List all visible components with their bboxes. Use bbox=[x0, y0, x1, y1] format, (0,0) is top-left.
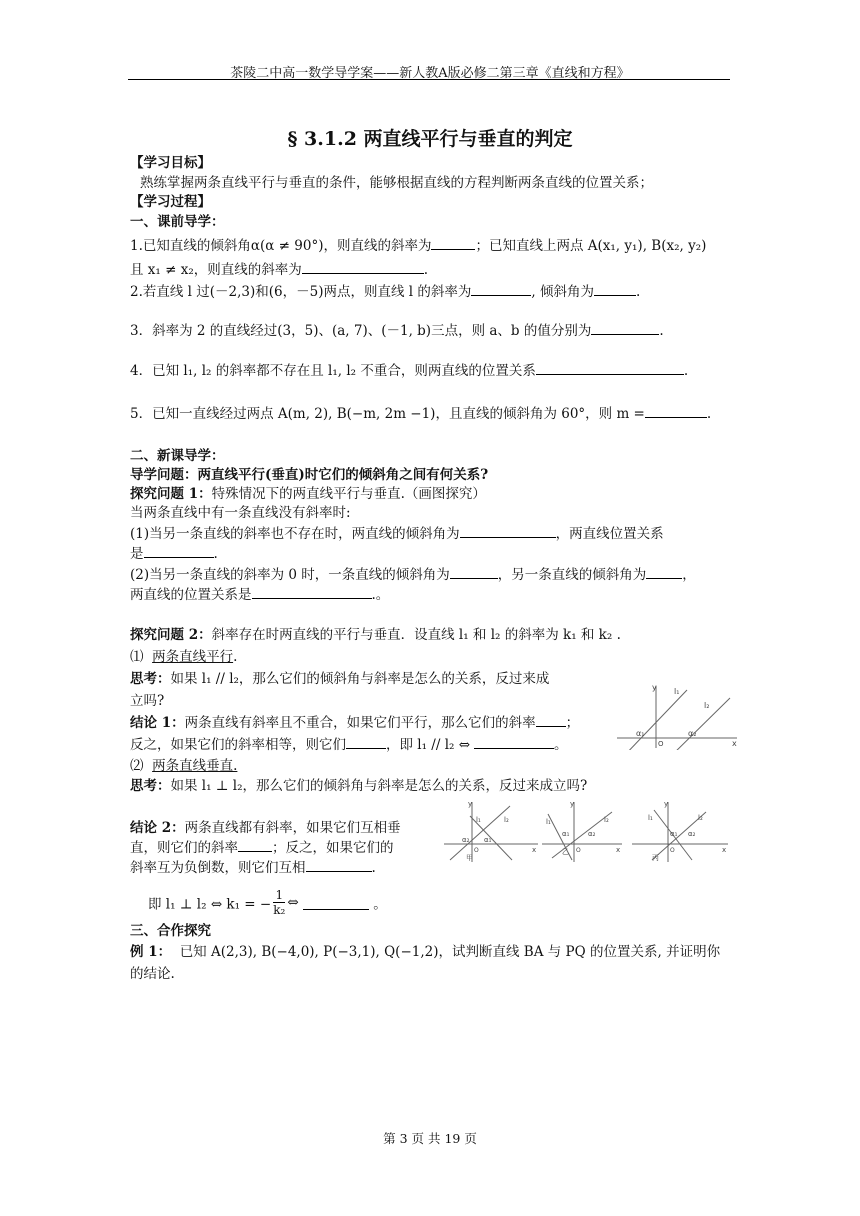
case-2-line2 bbox=[130, 583, 389, 603]
conclusion-2-part-a: 两条直线都有斜率，如果它们互相垂 bbox=[184, 820, 401, 836]
conclusion-2-part-e: . bbox=[371, 860, 376, 876]
process-heading: 【学习过程】 bbox=[130, 194, 211, 210]
question-2 bbox=[130, 280, 640, 300]
fraction-1-over-k2 bbox=[273, 888, 285, 917]
q4-part-a: 4．已知 l₁, l₂ 的斜率都不存在且 l₁, l₂ 不重合，则两直线的位置关系 bbox=[130, 363, 536, 379]
section3-heading: 三、合作探究 bbox=[130, 923, 211, 939]
equiv-arrow: ⇔ bbox=[287, 894, 299, 911]
example-1-label: 例 1： bbox=[130, 944, 172, 960]
figc-caption: 丙 bbox=[652, 854, 659, 862]
case-2-line1 bbox=[130, 563, 696, 583]
q5-part-a: 5．已知一直线经过两点 A(m, 2), B(−m, 2m −1)，且直线的倾斜角为 60°，则 m = bbox=[130, 406, 645, 422]
q3-part-a: 3．斜率为 2 的直线经过(3，5)、(a, 7)、(－1, b)三点，则 a、b 的值分别为 bbox=[130, 323, 592, 339]
example-1-text: 已知 A(2,3), B(−4,0), P(−3,1), Q(−1,2)，试判断直线 BA 与 PQ 的位置关系, 并证明你 bbox=[179, 944, 721, 960]
conclusion-2-label: 结论 2： bbox=[130, 820, 185, 836]
think-1-line2: 立吗? bbox=[130, 693, 165, 709]
conclusion-1-blank-equiv[interactable] bbox=[474, 735, 554, 749]
q4-blank[interactable] bbox=[536, 361, 684, 375]
conclusion-2-part-b: 直，则它们的斜率 bbox=[130, 840, 238, 856]
figb-caption: 乙 bbox=[562, 848, 569, 856]
think-2 bbox=[130, 774, 587, 794]
part-2-title: 两条直线垂直. bbox=[152, 758, 238, 774]
part-1-dot: . bbox=[233, 649, 238, 665]
conclusion-2-line3 bbox=[130, 856, 376, 876]
figa-caption: 甲 bbox=[466, 854, 473, 862]
figa-origin-label: O bbox=[474, 847, 479, 854]
think-2-text: 如果 l₁ ⊥ l₂，那么它们的倾斜角与斜率是怎么的关系，反过来成立吗? bbox=[170, 778, 588, 794]
perpendicular-figure-b bbox=[538, 798, 626, 864]
fig1-alpha1-label: α₁ bbox=[636, 729, 645, 738]
q1-part-c: 且 x₁ ≠ x₂，则直线的斜率为 bbox=[130, 262, 302, 278]
conclusion-2-blank-slope[interactable] bbox=[238, 838, 272, 852]
part-1-number: ⑴ bbox=[130, 649, 144, 665]
conclusion-2-line1 bbox=[130, 816, 401, 836]
section2-heading: 二、新课导学： bbox=[130, 448, 225, 464]
question-1-line1 bbox=[130, 234, 706, 254]
line-l1 bbox=[450, 806, 510, 860]
perpendicular-figure-c bbox=[628, 798, 732, 864]
figb-x-label: x bbox=[616, 846, 621, 854]
case-intro: 当两条直线中有一条直线没有斜率时: bbox=[130, 505, 351, 521]
perpendicular-equivalence bbox=[148, 888, 387, 917]
objectives-heading: 【学习目标】 bbox=[130, 155, 211, 171]
figc-y-label: y bbox=[664, 800, 669, 808]
figa-y-label: y bbox=[468, 800, 473, 808]
figa-l1-label: l₁ bbox=[476, 816, 481, 824]
q5-blank[interactable] bbox=[645, 404, 707, 418]
question-1-line2 bbox=[130, 258, 428, 278]
conclusion-1-part-d: ，即 l₁ // l₂ ⇔ bbox=[386, 737, 471, 753]
conclusion-1-label: 结论 1： bbox=[130, 715, 185, 731]
figc-l2-label: l₂ bbox=[698, 814, 703, 822]
equiv-lhs: 即 l₁ ⊥ l₂ ⇔ k₁ = − bbox=[148, 896, 272, 913]
question-4 bbox=[130, 359, 688, 379]
q1-blank-two-points[interactable] bbox=[302, 260, 424, 274]
case-1-part-d: . bbox=[213, 546, 218, 562]
conclusion-1-part-c: 反之，如果它们的斜率相等，则它们 bbox=[130, 737, 346, 753]
part-2-number: ⑵ bbox=[130, 758, 144, 774]
case-2-part-d: 两直线的位置关系是 bbox=[130, 587, 252, 603]
figb-origin-label: O bbox=[576, 847, 581, 854]
perpendicular-figure-a bbox=[440, 798, 542, 864]
figb-alpha2-label: α₂ bbox=[588, 830, 596, 838]
case-2-part-a: (2)当另一条直线的斜率为 0 时，一条直线的倾斜角为 bbox=[130, 567, 450, 583]
case-2-part-e: .。 bbox=[371, 587, 390, 603]
parallel-lines-figure bbox=[612, 680, 742, 750]
fraction-numerator: 1 bbox=[273, 888, 285, 903]
conclusion-1-part-e: 。 bbox=[554, 737, 568, 753]
q2-blank-angle[interactable] bbox=[594, 282, 636, 296]
figc-alpha1-label: α₁ bbox=[670, 830, 678, 838]
q1-part-a: 1.已知直线的倾斜角α(α ≠ 90°)，则直线的斜率为 bbox=[130, 238, 432, 254]
case-1-blank-relation[interactable] bbox=[144, 544, 214, 558]
case-2-blank-angle1[interactable] bbox=[450, 565, 498, 579]
explore-1 bbox=[130, 482, 486, 502]
explore-2 bbox=[130, 623, 621, 643]
figa-alpha2-label: α₂ bbox=[462, 836, 470, 844]
line-l2 bbox=[667, 698, 730, 750]
case-1-part-a: (1)当另一条直线的斜率也不存在时，两直线的倾斜角为 bbox=[130, 526, 460, 542]
fig1-y-label: y bbox=[652, 683, 657, 692]
fig1-alpha2-label: α₂ bbox=[688, 729, 697, 738]
header-rule bbox=[128, 79, 730, 80]
think-1-label: 思考： bbox=[130, 671, 171, 687]
case-1-part-b: ，两直线位置关系 bbox=[555, 526, 664, 542]
figb-l1-label: l₁ bbox=[546, 818, 551, 826]
conclusion-2-part-c: ；反之，如果它们的 bbox=[272, 840, 394, 856]
q3-blank[interactable] bbox=[591, 321, 659, 335]
q4-part-b: . bbox=[683, 363, 689, 379]
line-l1 bbox=[622, 690, 687, 750]
case-1-blank-angle[interactable] bbox=[460, 524, 556, 538]
part-2-heading bbox=[130, 754, 237, 774]
case-2-part-c: ， bbox=[682, 567, 696, 583]
q1-part-b: ；已知直线上两点 A(x₁, y₁), B(x₂, y₂) bbox=[475, 238, 707, 254]
explore-2-text: 斜率存在时两直线的平行与垂直．设直线 l₁ 和 l₂ 的斜率为 k₁ 和 k₂ . bbox=[211, 627, 621, 643]
page-footer: 第 3 页 共 19 页 bbox=[383, 1131, 477, 1146]
conclusion-2-part-d: 斜率互为负倒数，则它们互相 bbox=[130, 860, 306, 876]
q5-part-b: . bbox=[706, 406, 712, 422]
conclusion-1-part-a: 两条直线有斜率且不重合，如果它们平行，那么它们的斜率 bbox=[184, 715, 536, 731]
part-1-heading bbox=[130, 645, 237, 665]
case-1-line2 bbox=[130, 542, 218, 562]
figb-y-label: y bbox=[570, 800, 575, 808]
figa-l2-label: l₂ bbox=[504, 816, 509, 824]
conclusion-2-line2 bbox=[130, 836, 394, 856]
conclusion-1-blank-relation[interactable] bbox=[346, 735, 386, 749]
figc-l1-label: l₁ bbox=[648, 814, 653, 822]
figa-x-label: x bbox=[532, 846, 537, 854]
fig1-x-label: x bbox=[732, 739, 737, 748]
case-1-part-c: 是 bbox=[130, 546, 144, 562]
fig1-origin-label: O bbox=[658, 740, 664, 748]
figb-l2-label: l₂ bbox=[604, 816, 609, 824]
conclusion-1-part-b: ； bbox=[565, 715, 580, 731]
page-header: 茶陵二中高一数学导学案——新人教A版必修二第三章《直线和方程》 bbox=[230, 66, 630, 81]
case-1-line1 bbox=[130, 522, 664, 542]
question-3 bbox=[130, 319, 664, 339]
explore-1-text: 特殊情况下的两直线平行与垂直.（画图探究） bbox=[211, 486, 486, 502]
figa-alpha1-label: α₁ bbox=[484, 836, 492, 844]
section1-heading: 一、课前导学： bbox=[130, 214, 225, 230]
case-2-blank-relation[interactable] bbox=[252, 585, 372, 599]
q2-blank-slope[interactable] bbox=[471, 282, 531, 296]
page-title: § 3.1.2 两直线平行与垂直的判定 bbox=[287, 128, 573, 150]
fig1-l1-label: l₁ bbox=[674, 687, 680, 696]
question-5 bbox=[130, 402, 711, 422]
figc-origin-label: O bbox=[670, 847, 675, 854]
q2-part-b: , 倾斜角为 bbox=[531, 284, 594, 300]
case-2-blank-angle2[interactable] bbox=[646, 565, 682, 579]
equiv-blank[interactable] bbox=[303, 896, 369, 910]
think-1-line1 bbox=[130, 667, 549, 687]
equiv-end: 。 bbox=[373, 896, 387, 913]
conclusion-1-line2 bbox=[130, 733, 568, 753]
q2-part-c: . bbox=[636, 284, 641, 300]
case-2-part-b: ，另一条直线的倾斜角为 bbox=[497, 567, 647, 583]
explore-1-label: 探究问题 1： bbox=[130, 486, 212, 502]
guide-question: 导学问题：两直线平行(垂直)时它们的倾斜角之间有何关系? bbox=[130, 467, 489, 483]
figc-alpha2-label: α₂ bbox=[688, 830, 696, 838]
line-l2 bbox=[552, 812, 612, 858]
example-1-line1 bbox=[130, 940, 720, 960]
q3-part-b: . bbox=[659, 323, 664, 339]
think-1-text: 如果 l₁ // l₂，那么它们的倾斜角与斜率是怎么的关系，反过来成 bbox=[170, 671, 550, 687]
conclusion-2-blank-relation[interactable] bbox=[306, 858, 372, 872]
figb-alpha1-label: α₁ bbox=[562, 830, 570, 838]
explore-2-label: 探究问题 2： bbox=[130, 627, 212, 643]
q2-part-a: 2.若直线 l 过(－2,3)和(6，－5)两点，则直线 l 的斜率为 bbox=[130, 284, 472, 300]
part-1-title: 两条直线平行 bbox=[152, 649, 234, 665]
q1-blank-slope[interactable] bbox=[431, 236, 475, 250]
think-2-label: 思考： bbox=[130, 778, 171, 794]
conclusion-1-line1 bbox=[130, 711, 579, 731]
q1-part-d: . bbox=[423, 262, 429, 278]
conclusion-1-blank-slope[interactable] bbox=[536, 713, 566, 727]
fraction-denominator: k₂ bbox=[273, 903, 286, 917]
objectives-text: 熟练掌握两条直线平行与垂直的条件，能够根据直线的方程判断两条直线的位置关系； bbox=[140, 175, 653, 191]
figc-x-label: x bbox=[722, 846, 727, 854]
fig1-l2-label: l₂ bbox=[704, 701, 710, 710]
example-1-line2: 的结论. bbox=[130, 966, 175, 982]
